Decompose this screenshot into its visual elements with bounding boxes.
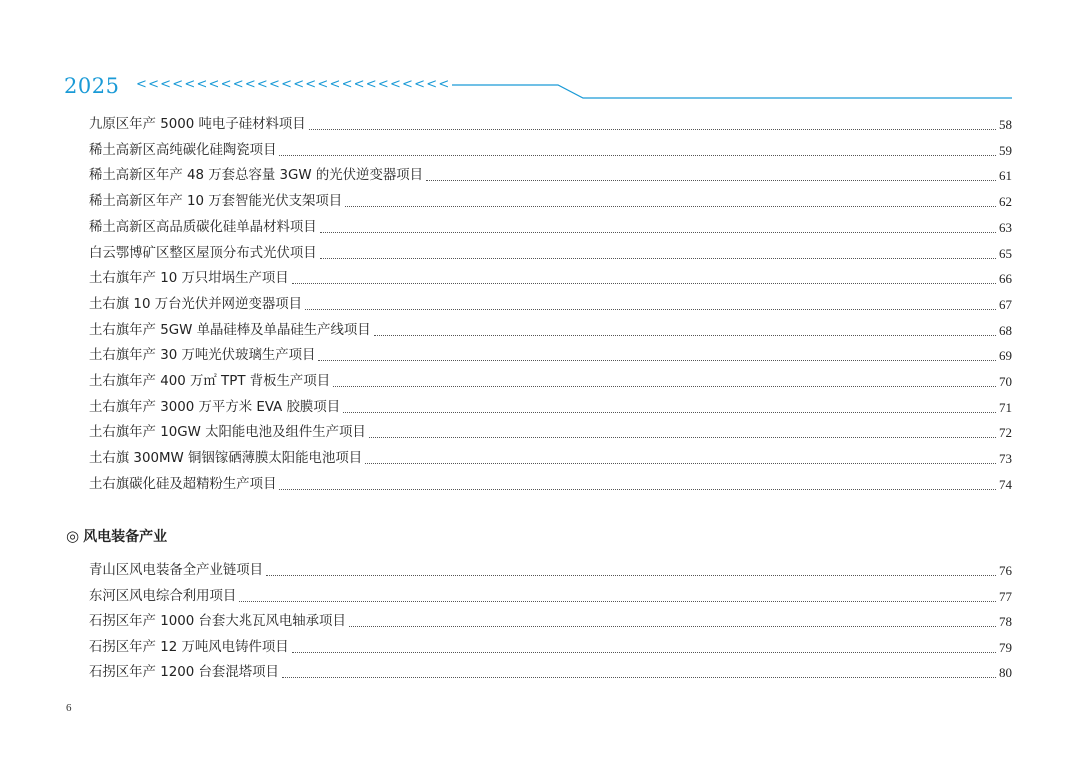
toc-dot-leader <box>279 488 996 490</box>
toc-entry-page: 72 <box>999 425 1012 441</box>
toc-dot-leader <box>349 625 996 627</box>
toc-entry-title: 土右旗碳化硅及超精粉生产项目 <box>89 476 277 492</box>
page-number: 6 <box>66 702 72 714</box>
toc-dot-leader <box>266 574 996 576</box>
toc-entry-title: 稀土高新区年产 10 万套智能光伏支架项目 <box>89 194 343 210</box>
toc-entry[interactable] <box>89 395 1012 417</box>
toc-dot-leader <box>282 676 996 678</box>
toc-entry[interactable] <box>89 241 1012 263</box>
toc-entry-page: 80 <box>999 665 1012 680</box>
toc-dot-leader <box>374 334 996 336</box>
toc-entry-title: 石拐区年产 1200 台套混塔项目 <box>89 665 279 680</box>
toc-entry[interactable] <box>89 343 1012 365</box>
toc-dot-leader <box>279 154 996 156</box>
section-bullet-icon: ◎ <box>66 527 80 545</box>
section-title: 风电装备产业 <box>83 529 168 545</box>
toc-entry-page: 76 <box>999 563 1012 578</box>
toc-entry-page: 74 <box>999 476 1012 492</box>
toc-entry-page: 70 <box>999 374 1012 389</box>
toc-entry-title: 白云鄂博矿区整区屋顶分布式光伏项目 <box>89 245 317 261</box>
toc-entry[interactable] <box>89 609 1012 631</box>
toc-entry-page: 62 <box>999 194 1012 210</box>
header-chevron-decoration: <<<<<<<<<<<<<<<<<<<<<<<<<< <box>136 77 451 92</box>
toc-entry-title: 土右旗年产 30 万吨光伏玻璃生产项目 <box>89 348 316 364</box>
toc-entry-page: 58 <box>999 117 1012 132</box>
toc-entry-title: 石拐区年产 12 万吨风电铸件项目 <box>89 639 289 655</box>
toc-entry-page: 61 <box>999 168 1012 184</box>
toc-entry-title: 土右旗年产 3000 万平方米 EVA 胶膜项目 <box>89 399 341 415</box>
toc-entry-page: 63 <box>999 219 1012 235</box>
toc-entry[interactable] <box>89 446 1012 468</box>
toc-entry[interactable] <box>89 292 1012 314</box>
toc-dot-leader <box>292 651 996 653</box>
toc-entry-page: 73 <box>999 451 1012 467</box>
toc-entry-title: 土右旗年产 400 万㎡ TPT 背板生产项目 <box>89 374 331 389</box>
toc-entry-title: 青山区风电装备全产业链项目 <box>89 563 264 578</box>
toc-dot-leader <box>320 257 996 259</box>
toc-dot-leader <box>345 205 996 207</box>
toc-entry-page: 77 <box>999 588 1012 604</box>
toc-dot-leader <box>305 308 996 310</box>
toc-dot-leader <box>320 231 996 233</box>
toc-entry[interactable] <box>89 163 1012 185</box>
toc-entry[interactable] <box>89 189 1012 211</box>
toc-entry[interactable] <box>89 660 1012 682</box>
toc-entry-title: 稀土高新区高纯碳化硅陶瓷项目 <box>89 142 277 158</box>
toc-dot-leader <box>343 411 996 413</box>
toc-entry-page: 65 <box>999 245 1012 261</box>
toc-entry-title: 土右旗年产 10 万只坩埚生产项目 <box>89 271 289 287</box>
toc-dot-leader <box>369 436 996 438</box>
toc-dot-leader <box>318 359 996 361</box>
toc-entry-page: 59 <box>999 142 1012 158</box>
toc-entry[interactable] <box>89 635 1012 657</box>
toc-dot-leader <box>309 128 996 130</box>
toc-entry-title: 土右旗 300MW 铜铟镓硒薄膜太阳能电池项目 <box>89 451 363 467</box>
section-heading-wind-power <box>66 526 167 546</box>
toc-entry-title: 土右旗 10 万台光伏并网逆变器项目 <box>89 296 303 312</box>
toc-entry-page: 67 <box>999 296 1012 312</box>
toc-entry[interactable] <box>89 472 1012 494</box>
toc-dot-leader <box>239 600 996 602</box>
toc-entry-title: 土右旗年产 5GW 单晶硅棒及单晶硅生产线项目 <box>89 322 371 338</box>
header-year: 2025 <box>64 74 120 98</box>
toc-entry-title: 稀土高新区高品质碳化硅单晶材料项目 <box>89 219 317 235</box>
toc-entry[interactable] <box>89 369 1012 391</box>
toc-entry-page: 71 <box>999 399 1012 415</box>
toc-dot-leader <box>333 385 996 387</box>
toc-dot-leader <box>292 282 996 284</box>
toc-entry[interactable] <box>89 112 1012 134</box>
toc-entry[interactable] <box>89 138 1012 160</box>
toc-entry-page: 79 <box>999 639 1012 655</box>
toc-dot-leader <box>426 179 996 181</box>
toc-entry[interactable] <box>89 215 1012 237</box>
toc-entry[interactable] <box>89 584 1012 606</box>
toc-entry-title: 稀土高新区年产 48 万套总容量 3GW 的光伏逆变器项目 <box>89 168 424 184</box>
toc-entry-title: 九原区年产 5000 吨电子硅材料项目 <box>89 117 306 132</box>
toc-entry[interactable] <box>89 420 1012 442</box>
toc-entry[interactable] <box>89 318 1012 340</box>
toc-dot-leader <box>365 462 996 464</box>
page-header <box>0 70 1080 110</box>
toc-entry[interactable] <box>89 266 1012 288</box>
toc-entry-page: 69 <box>999 348 1012 364</box>
toc-entry-page: 68 <box>999 322 1012 338</box>
toc-entry-page: 78 <box>999 614 1012 629</box>
toc-entry[interactable] <box>89 558 1012 580</box>
toc-entry-title: 土右旗年产 10GW 太阳能电池及组件生产项目 <box>89 425 366 441</box>
toc-entry-page: 66 <box>999 271 1012 287</box>
toc-entry-title: 东河区风电综合利用项目 <box>89 588 237 604</box>
toc-entry-title: 石拐区年产 1000 台套大兆瓦风电轴承项目 <box>89 614 346 629</box>
